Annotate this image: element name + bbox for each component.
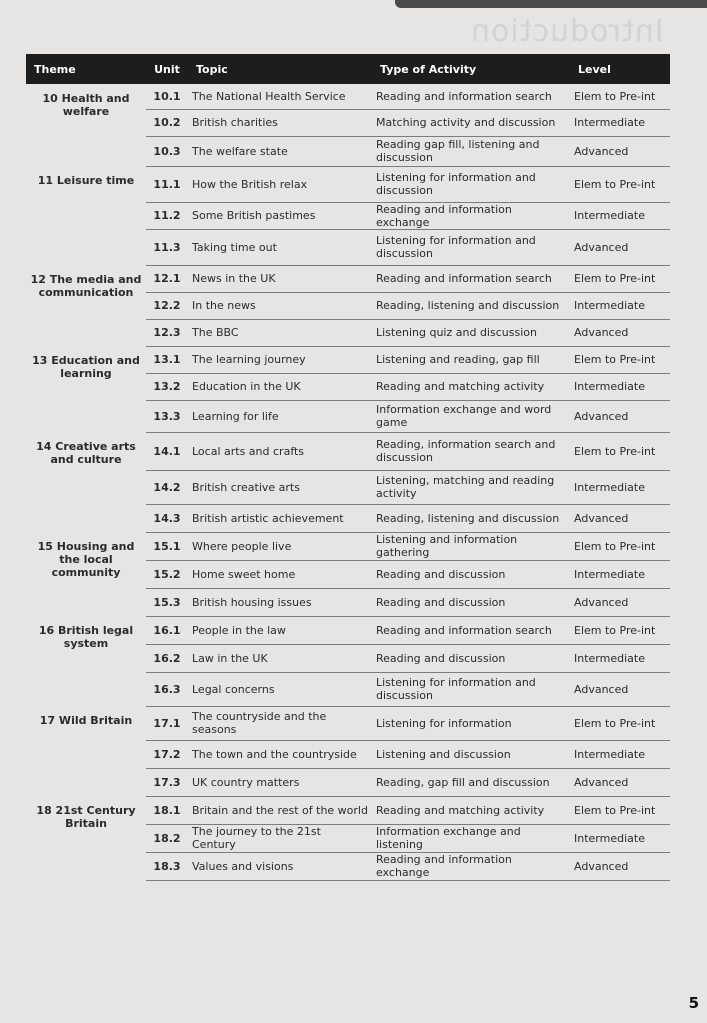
level-cell: Intermediate bbox=[570, 740, 670, 768]
activity-cell: Reading and matching activity bbox=[372, 373, 570, 400]
activity-cell: Information exchange and word game bbox=[372, 400, 570, 432]
activity-cell: Reading and information search bbox=[372, 84, 570, 109]
theme-cell: 17 Wild Britain bbox=[39, 714, 133, 727]
activity-cell: Reading gap fill, listening and discussion bbox=[372, 136, 570, 166]
level-cell: Elem to Pre-int bbox=[570, 532, 670, 560]
topic-cell: Local arts and crafts bbox=[188, 432, 372, 470]
show-through-text: Introduction bbox=[470, 14, 664, 49]
activity-cell: Listening and reading, gap fill bbox=[372, 346, 570, 373]
activity-cell: Listening for information and discussion bbox=[372, 672, 570, 706]
header-theme: Theme bbox=[26, 54, 146, 84]
theme-cell: 16 British legal system bbox=[38, 624, 134, 650]
unit-cell: 13.2 bbox=[146, 373, 188, 400]
activity-cell: Listening and discussion bbox=[372, 740, 570, 768]
level-cell: Advanced bbox=[570, 852, 670, 880]
topic-cell: Legal concerns bbox=[188, 672, 372, 706]
topic-cell: Some British pastimes bbox=[188, 202, 372, 229]
unit-cell: 15.3 bbox=[146, 588, 188, 616]
activity-cell: Listening quiz and discussion bbox=[372, 319, 570, 346]
activity-cell: Reading and information search bbox=[372, 265, 570, 292]
level-cell: Intermediate bbox=[570, 560, 670, 588]
topic-cell: Learning for life bbox=[188, 400, 372, 432]
table-row bbox=[26, 84, 670, 109]
theme-cell: 12 The media and communication bbox=[30, 273, 142, 299]
unit-cell: 12.2 bbox=[146, 292, 188, 319]
theme-cell: 14 Creative arts and culture bbox=[36, 440, 136, 466]
activity-cell: Matching activity and discussion bbox=[372, 109, 570, 136]
topic-cell: The welfare state bbox=[188, 136, 372, 166]
topic-cell: The countryside and the seasons bbox=[188, 706, 372, 740]
top-edge-bar bbox=[395, 0, 707, 8]
level-cell: Elem to Pre-int bbox=[570, 432, 670, 470]
unit-cell: 13.1 bbox=[146, 346, 188, 373]
level-cell: Advanced bbox=[570, 400, 670, 432]
table-row bbox=[26, 706, 670, 740]
unit-cell: 16.1 bbox=[146, 616, 188, 644]
level-cell: Elem to Pre-int bbox=[570, 796, 670, 824]
level-cell: Advanced bbox=[570, 319, 670, 346]
level-cell: Elem to Pre-int bbox=[570, 166, 670, 202]
activity-cell: Reading, listening and discussion bbox=[372, 504, 570, 532]
unit-cell: 16.2 bbox=[146, 644, 188, 672]
topic-cell: People in the law bbox=[188, 616, 372, 644]
unit-cell: 14.2 bbox=[146, 470, 188, 504]
page-number: 5 bbox=[688, 994, 699, 1012]
unit-cell: 13.3 bbox=[146, 400, 188, 432]
theme-cell: 13 Education and learning bbox=[32, 354, 140, 380]
activity-cell: Information exchange and listening bbox=[372, 824, 570, 852]
topic-cell: The town and the countryside bbox=[188, 740, 372, 768]
table-row bbox=[26, 796, 670, 824]
level-cell: Advanced bbox=[570, 768, 670, 796]
unit-cell: 18.1 bbox=[146, 796, 188, 824]
header-row bbox=[26, 54, 670, 84]
activity-cell: Reading, information search and discussion bbox=[372, 432, 570, 470]
level-cell: Elem to Pre-int bbox=[570, 265, 670, 292]
unit-cell: 17.3 bbox=[146, 768, 188, 796]
topic-cell: The BBC bbox=[188, 319, 372, 346]
table-row bbox=[26, 532, 670, 560]
level-cell: Advanced bbox=[570, 588, 670, 616]
theme-cell: 18 21st Century Britain bbox=[36, 804, 136, 830]
activity-cell: Reading and discussion bbox=[372, 644, 570, 672]
topic-cell: British housing issues bbox=[188, 588, 372, 616]
activity-cell: Reading and information search bbox=[372, 616, 570, 644]
table-row bbox=[26, 166, 670, 202]
topic-cell: Where people live bbox=[188, 532, 372, 560]
activity-cell: Reading and matching activity bbox=[372, 796, 570, 824]
unit-cell: 16.3 bbox=[146, 672, 188, 706]
topic-cell: How the British relax bbox=[188, 166, 372, 202]
topic-cell: Law in the UK bbox=[188, 644, 372, 672]
table-row bbox=[26, 346, 670, 373]
unit-cell: 11.3 bbox=[146, 229, 188, 265]
table-row bbox=[26, 432, 670, 470]
theme-cell: 15 Housing and the local community bbox=[37, 540, 135, 579]
unit-cell: 10.3 bbox=[146, 136, 188, 166]
unit-cell: 11.2 bbox=[146, 202, 188, 229]
level-cell: Advanced bbox=[570, 229, 670, 265]
level-cell: Intermediate bbox=[570, 373, 670, 400]
level-cell: Advanced bbox=[570, 504, 670, 532]
unit-cell: 10.1 bbox=[146, 84, 188, 109]
header-level: Level bbox=[570, 54, 670, 84]
theme-cell: 11 Leisure time bbox=[37, 174, 135, 187]
unit-cell: 18.2 bbox=[146, 824, 188, 852]
activity-cell: Listening and information gathering bbox=[372, 532, 570, 560]
unit-cell: 18.3 bbox=[146, 852, 188, 880]
activity-cell: Listening for information bbox=[372, 706, 570, 740]
theme-cell: 10 Health and welfare bbox=[42, 92, 130, 118]
header-topic: Topic bbox=[188, 54, 372, 84]
table-row bbox=[26, 265, 670, 292]
activity-cell: Reading and discussion bbox=[372, 560, 570, 588]
unit-cell: 11.1 bbox=[146, 166, 188, 202]
activity-cell: Reading and discussion bbox=[372, 588, 570, 616]
unit-cell: 10.2 bbox=[146, 109, 188, 136]
activity-cell: Reading and information exchange bbox=[372, 852, 570, 880]
topic-cell: British artistic achievement bbox=[188, 504, 372, 532]
table-row bbox=[26, 616, 670, 644]
level-cell: Intermediate bbox=[570, 202, 670, 229]
topic-cell: Education in the UK bbox=[188, 373, 372, 400]
level-cell: Intermediate bbox=[570, 292, 670, 319]
unit-cell: 17.1 bbox=[146, 706, 188, 740]
level-cell: Advanced bbox=[570, 136, 670, 166]
activity-cell: Listening, matching and reading activity bbox=[372, 470, 570, 504]
topic-cell: In the news bbox=[188, 292, 372, 319]
topic-cell: The National Health Service bbox=[188, 84, 372, 109]
topic-cell: Taking time out bbox=[188, 229, 372, 265]
activity-cell: Reading, listening and discussion bbox=[372, 292, 570, 319]
activity-cell: Listening for information and discussion bbox=[372, 229, 570, 265]
contents-table bbox=[26, 54, 670, 881]
topic-cell: Values and visions bbox=[188, 852, 372, 880]
unit-cell: 12.3 bbox=[146, 319, 188, 346]
topic-cell: News in the UK bbox=[188, 265, 372, 292]
level-cell: Intermediate bbox=[570, 109, 670, 136]
unit-cell: 15.2 bbox=[146, 560, 188, 588]
unit-cell: 14.3 bbox=[146, 504, 188, 532]
topic-cell: British charities bbox=[188, 109, 372, 136]
unit-cell: 17.2 bbox=[146, 740, 188, 768]
unit-cell: 12.1 bbox=[146, 265, 188, 292]
level-cell: Elem to Pre-int bbox=[570, 706, 670, 740]
header-unit: Unit bbox=[146, 54, 188, 84]
level-cell: Advanced bbox=[570, 672, 670, 706]
level-cell: Intermediate bbox=[570, 470, 670, 504]
unit-cell: 14.1 bbox=[146, 432, 188, 470]
activity-cell: Reading, gap fill and discussion bbox=[372, 768, 570, 796]
activity-cell: Reading and information exchange bbox=[372, 202, 570, 229]
level-cell: Elem to Pre-int bbox=[570, 616, 670, 644]
activity-cell: Listening for information and discussion bbox=[372, 166, 570, 202]
level-cell: Elem to Pre-int bbox=[570, 84, 670, 109]
topic-cell: The journey to the 21st Century bbox=[188, 824, 372, 852]
header-activity: Type of Activity bbox=[372, 54, 570, 84]
level-cell: Elem to Pre-int bbox=[570, 346, 670, 373]
topic-cell: British creative arts bbox=[188, 470, 372, 504]
topic-cell: Home sweet home bbox=[188, 560, 372, 588]
level-cell: Intermediate bbox=[570, 644, 670, 672]
topic-cell: Britain and the rest of the world bbox=[188, 796, 372, 824]
topic-cell: UK country matters bbox=[188, 768, 372, 796]
topic-cell: The learning journey bbox=[188, 346, 372, 373]
unit-cell: 15.1 bbox=[146, 532, 188, 560]
level-cell: Intermediate bbox=[570, 824, 670, 852]
